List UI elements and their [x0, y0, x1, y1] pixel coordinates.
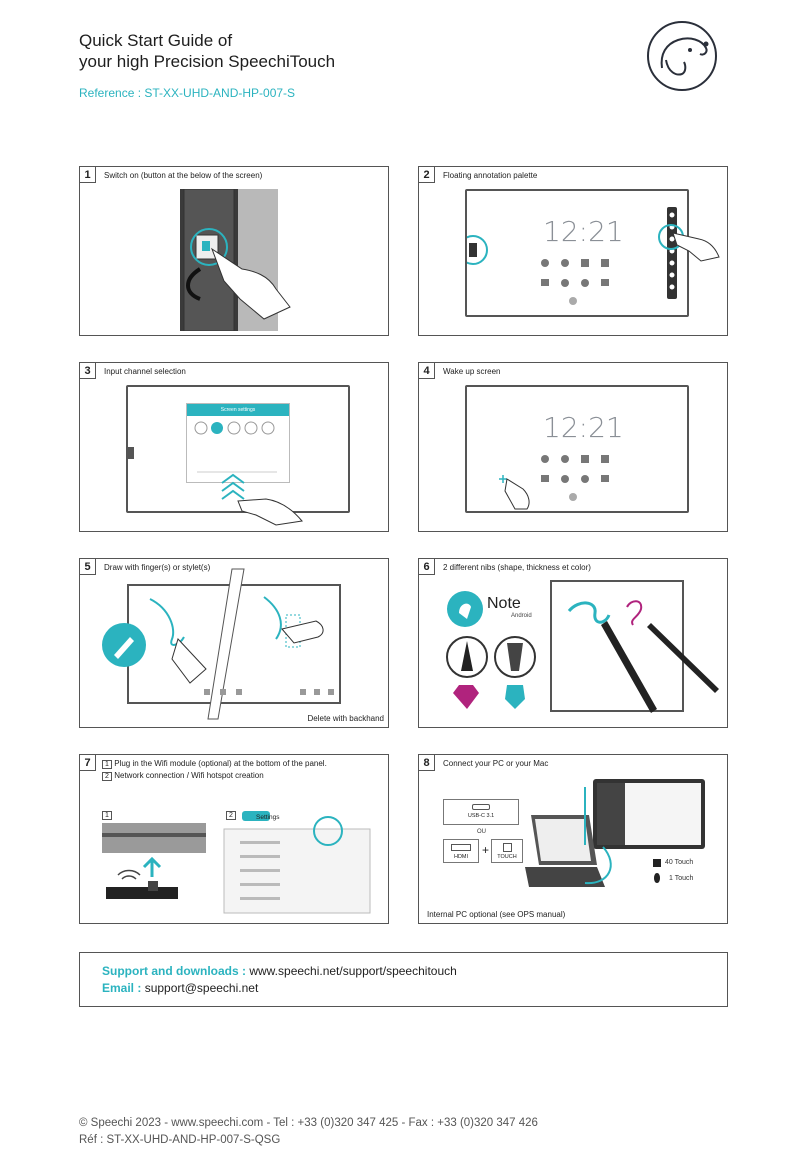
- hdmi-label: HDMI: [453, 854, 469, 860]
- clock: 12:21: [543, 411, 624, 444]
- sub-step-num: 2: [102, 772, 112, 781]
- step-1-panel: [79, 166, 389, 336]
- step-title: Draw with finger(s) or stylet(s): [104, 563, 211, 572]
- support-downloads: [102, 964, 457, 978]
- step-number: 6: [419, 559, 435, 575]
- drawing-illustration: [80, 559, 388, 727]
- step-7-panel: [79, 754, 389, 924]
- instruction-text: Plug in the Wifi module (optional) at the bottom of the panel.: [114, 759, 327, 768]
- screen-mockup: [465, 189, 689, 317]
- input-dialog: [186, 403, 290, 483]
- hand-icon: [671, 223, 721, 263]
- instruction-text: Network connection / Wifi hotspot creation: [114, 771, 264, 780]
- step-number: 1: [80, 167, 96, 183]
- input-source-icons: [187, 416, 287, 480]
- step-title: 2 different nibs (shape, thickness et color): [443, 563, 591, 572]
- usbc-label: USB-C 3.1: [467, 813, 495, 819]
- sub-step-num: 1: [102, 811, 112, 820]
- support-box: [79, 952, 728, 1007]
- step-number: 8: [419, 755, 435, 771]
- step-title: Wake up screen: [443, 367, 501, 376]
- step-note: Delete with backhand: [307, 714, 384, 723]
- settings-label: Settings: [256, 814, 280, 821]
- reference-code: Reference : ST-XX-UHD-AND-HP-007-S: [79, 86, 296, 100]
- note-app-subtitle: Android: [511, 613, 532, 619]
- step-title: Connect your PC or your Mac: [443, 759, 549, 768]
- mac-touch-label: 1 Touch: [669, 875, 694, 882]
- touch-label: TOUCH: [497, 854, 517, 860]
- home-icons: [467, 191, 687, 315]
- step-2-panel: [418, 166, 728, 336]
- speechi-dog-logo: [646, 20, 718, 92]
- step-number: 5: [80, 559, 96, 575]
- ou-label: OU: [477, 829, 486, 835]
- dialog-title: Screen settings: [187, 404, 289, 416]
- footer-contact: © Speechi 2023 - www.speechi.com - Tel : +33 (0)320 347 425 - Fax : +33 (0)320 347 426: [79, 1117, 538, 1129]
- hand-icon: [236, 493, 306, 527]
- step-number: 2: [419, 167, 435, 183]
- plus-sign: +: [482, 843, 490, 857]
- title-line-2: your high Precision SpeechiTouch: [79, 52, 336, 71]
- downloads-url[interactable]: www.speechi.net/support/speechitouch: [249, 964, 457, 978]
- step-4-panel: [418, 362, 728, 532]
- step-title: Floating annotation palette: [443, 171, 538, 180]
- touch-port: [491, 839, 523, 863]
- usbc-port: [443, 799, 519, 825]
- downloads-label: Support and downloads :: [102, 964, 246, 978]
- wifi-illustration: [80, 755, 388, 923]
- step-number: 4: [419, 363, 435, 379]
- step-8-panel: [418, 754, 728, 924]
- nibs-illustration: [419, 559, 727, 727]
- step-note: Internal PC optional (see OPS manual): [427, 910, 566, 919]
- email-address[interactable]: support@speechi.net: [144, 981, 259, 995]
- email-label: Email :: [102, 981, 142, 995]
- home-icons: [467, 387, 687, 511]
- clock: 12:21: [543, 215, 624, 248]
- step-3-panel: [79, 362, 389, 532]
- step-title: Switch on (button at the below of the screen): [104, 171, 263, 180]
- title-line-1: Quick Start Guide of: [79, 31, 233, 50]
- side-tab: [128, 447, 134, 459]
- support-email: [102, 981, 258, 995]
- sub-step-num: 1: [102, 760, 112, 769]
- step-number: 3: [80, 363, 96, 379]
- note-app-name: Note: [487, 595, 521, 612]
- hdmi-port: [443, 839, 479, 863]
- step-6-panel: [418, 558, 728, 728]
- step-title: Input channel selection: [104, 367, 186, 376]
- power-button-illustration: [180, 189, 305, 331]
- sub-step-num: 2: [226, 811, 236, 820]
- step-number: 7: [80, 755, 96, 771]
- page-title: [79, 30, 335, 72]
- screen-mockup: [465, 385, 689, 513]
- footer-reference: Réf : ST-XX-UHD-AND-HP-007-S-QSG: [79, 1134, 281, 1146]
- step-5-panel: [79, 558, 389, 728]
- windows-touch-label: 40 Touch: [665, 859, 694, 866]
